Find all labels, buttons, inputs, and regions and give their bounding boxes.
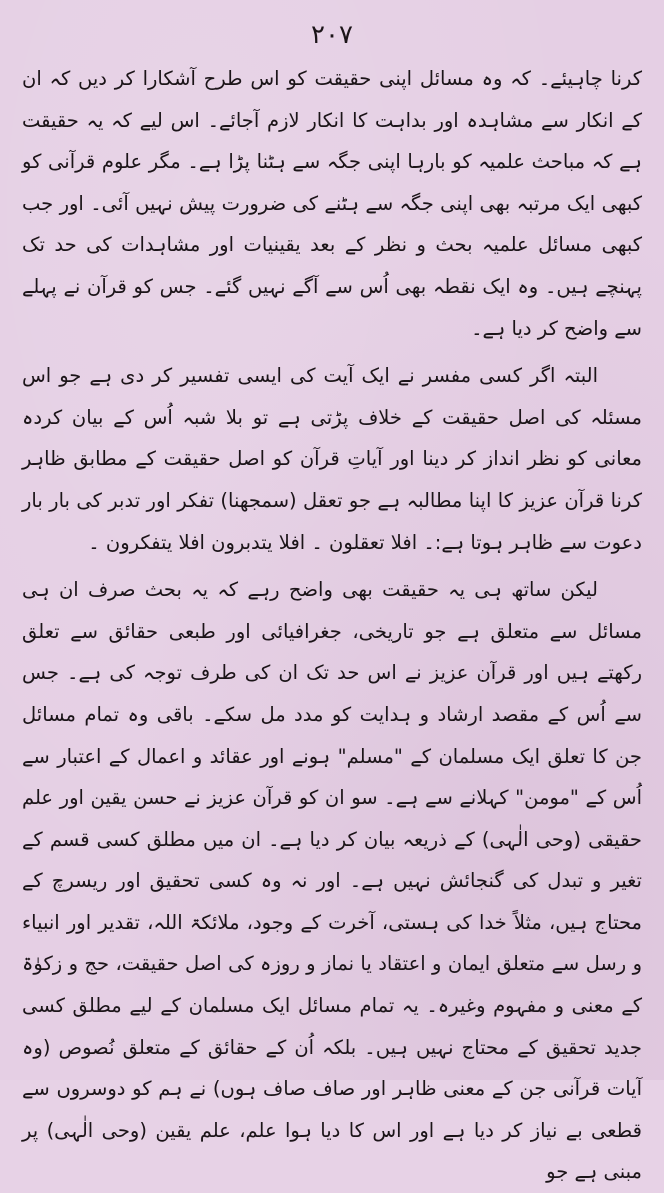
paragraph-2: البتہ اگر کسی مفسر نے ایک آیت کی ایسی تفسیر کر دی ہے جو اس مسئلہ کی اصل حقیقت کے خلاف پڑتی ہے تو بلا شبہ اُس کے بیان کردہ معانی کو نظر انداز کر دینا اور آیاتِ قرآن کو اصل حقیقت کے مطابق ظاہر کرنا قرآن عزیز کا اپنا مطالبہ ہے جو تعقل (سمجھنا) تفکر اور تدبر کی بار بار دعوت سے ظاہر ہوتا ہے:۔ افلا تعقلون ۔ افلا یتدبرون افلا یتفکرون ۔ <box>22 364 642 554</box>
body-text <box>22 58 642 1193</box>
paragraph-3: لیکن ساتھ ہی یہ حقیقت بھی واضح رہے کہ یہ بحث صرف ان ہی مسائل سے متعلق ہے جو تاریخی، جغرافیائی اور طبعی حقائق سے تعلق رکھتے ہیں اور قرآن عزیز نے اس حد تک ان کی طرف توجہ کی ہے۔ جس سے اُس کے مقصد ارشاد و ہدایت کو مدد مل سکے۔ باقی وہ تمام مسائل جن کا تعلق ایک مسلمان کے "مسلم" ہونے اور عقائد و اعمال کے اعتبار سے اُس کے "مومن" کہلانے سے ہے۔ سو ان کو قرآن عزیز نے حسن یقین اور علم حقیقی (وحی الٰہی) کے ذریعہ بیان کر دیا ہے۔ ان میں مطلق کسی قسم کے تغیر و تبدل کی گنجائش نہیں ہے۔ اور نہ وہ کسی تحقیق اور ریسرچ کے محتاج ہیں، مثلاً خدا کی ہستی، آخرت کے وجود، ملائکۃ اللہ، تقدیر اور انبیاء و رسل سے متعلق ایمان و اعتقاد یا نماز و روزہ کی اصل حقیقت، حج و زکوٰۃ کے معنی و مفہوم وغیرہ۔ یہ تمام مسائل ایک مسلمان کے لیے مطلق کسی جدید تحقیق کے محتاج نہیں ہیں۔ بلکہ اُن کے حقائق کے متعلق نُصوص (وہ آیات قرآنی جن کے معنی ظاہر اور صاف صاف ہوں) نے ہم کو دوسروں سے قطعی بے نیاز کر دیا ہے اور اس کا دیا ہوا علم، علم یقین (وحی الٰہی) پر مبنی ہے جو <box>22 578 642 1184</box>
page-number: ۲۰۷ <box>311 20 353 50</box>
paragraph-1: کرنا چاہیئے۔ کہ وہ مسائل اپنی حقیقت کو اس طرح آشکارا کر دیں کہ ان کے انکار سے مشاہدہ اور بداہت کا انکار لازم آجائے۔ اس لیے کہ یہ حقیقت ہے کہ مباحث علمیہ کو بارہا اپنی جگہ سے ہٹنا پڑا ہے۔ مگر علوم قرآنی کو کبھی ایک مرتبہ بھی اپنی جگہ سے ہٹنے کی ضرورت پیش نہیں آئی۔ اور جب کبھی مسائل علمیہ بحث و نظر کے بعد یقینیات اور مشاہدات کی حد تک پہنچے ہیں۔ وہ ایک نقطہ بھی اُس سے آگے نہیں گئے۔ جس کو قرآن نے پہلے سے واضح کر دیا ہے۔ <box>22 67 642 340</box>
